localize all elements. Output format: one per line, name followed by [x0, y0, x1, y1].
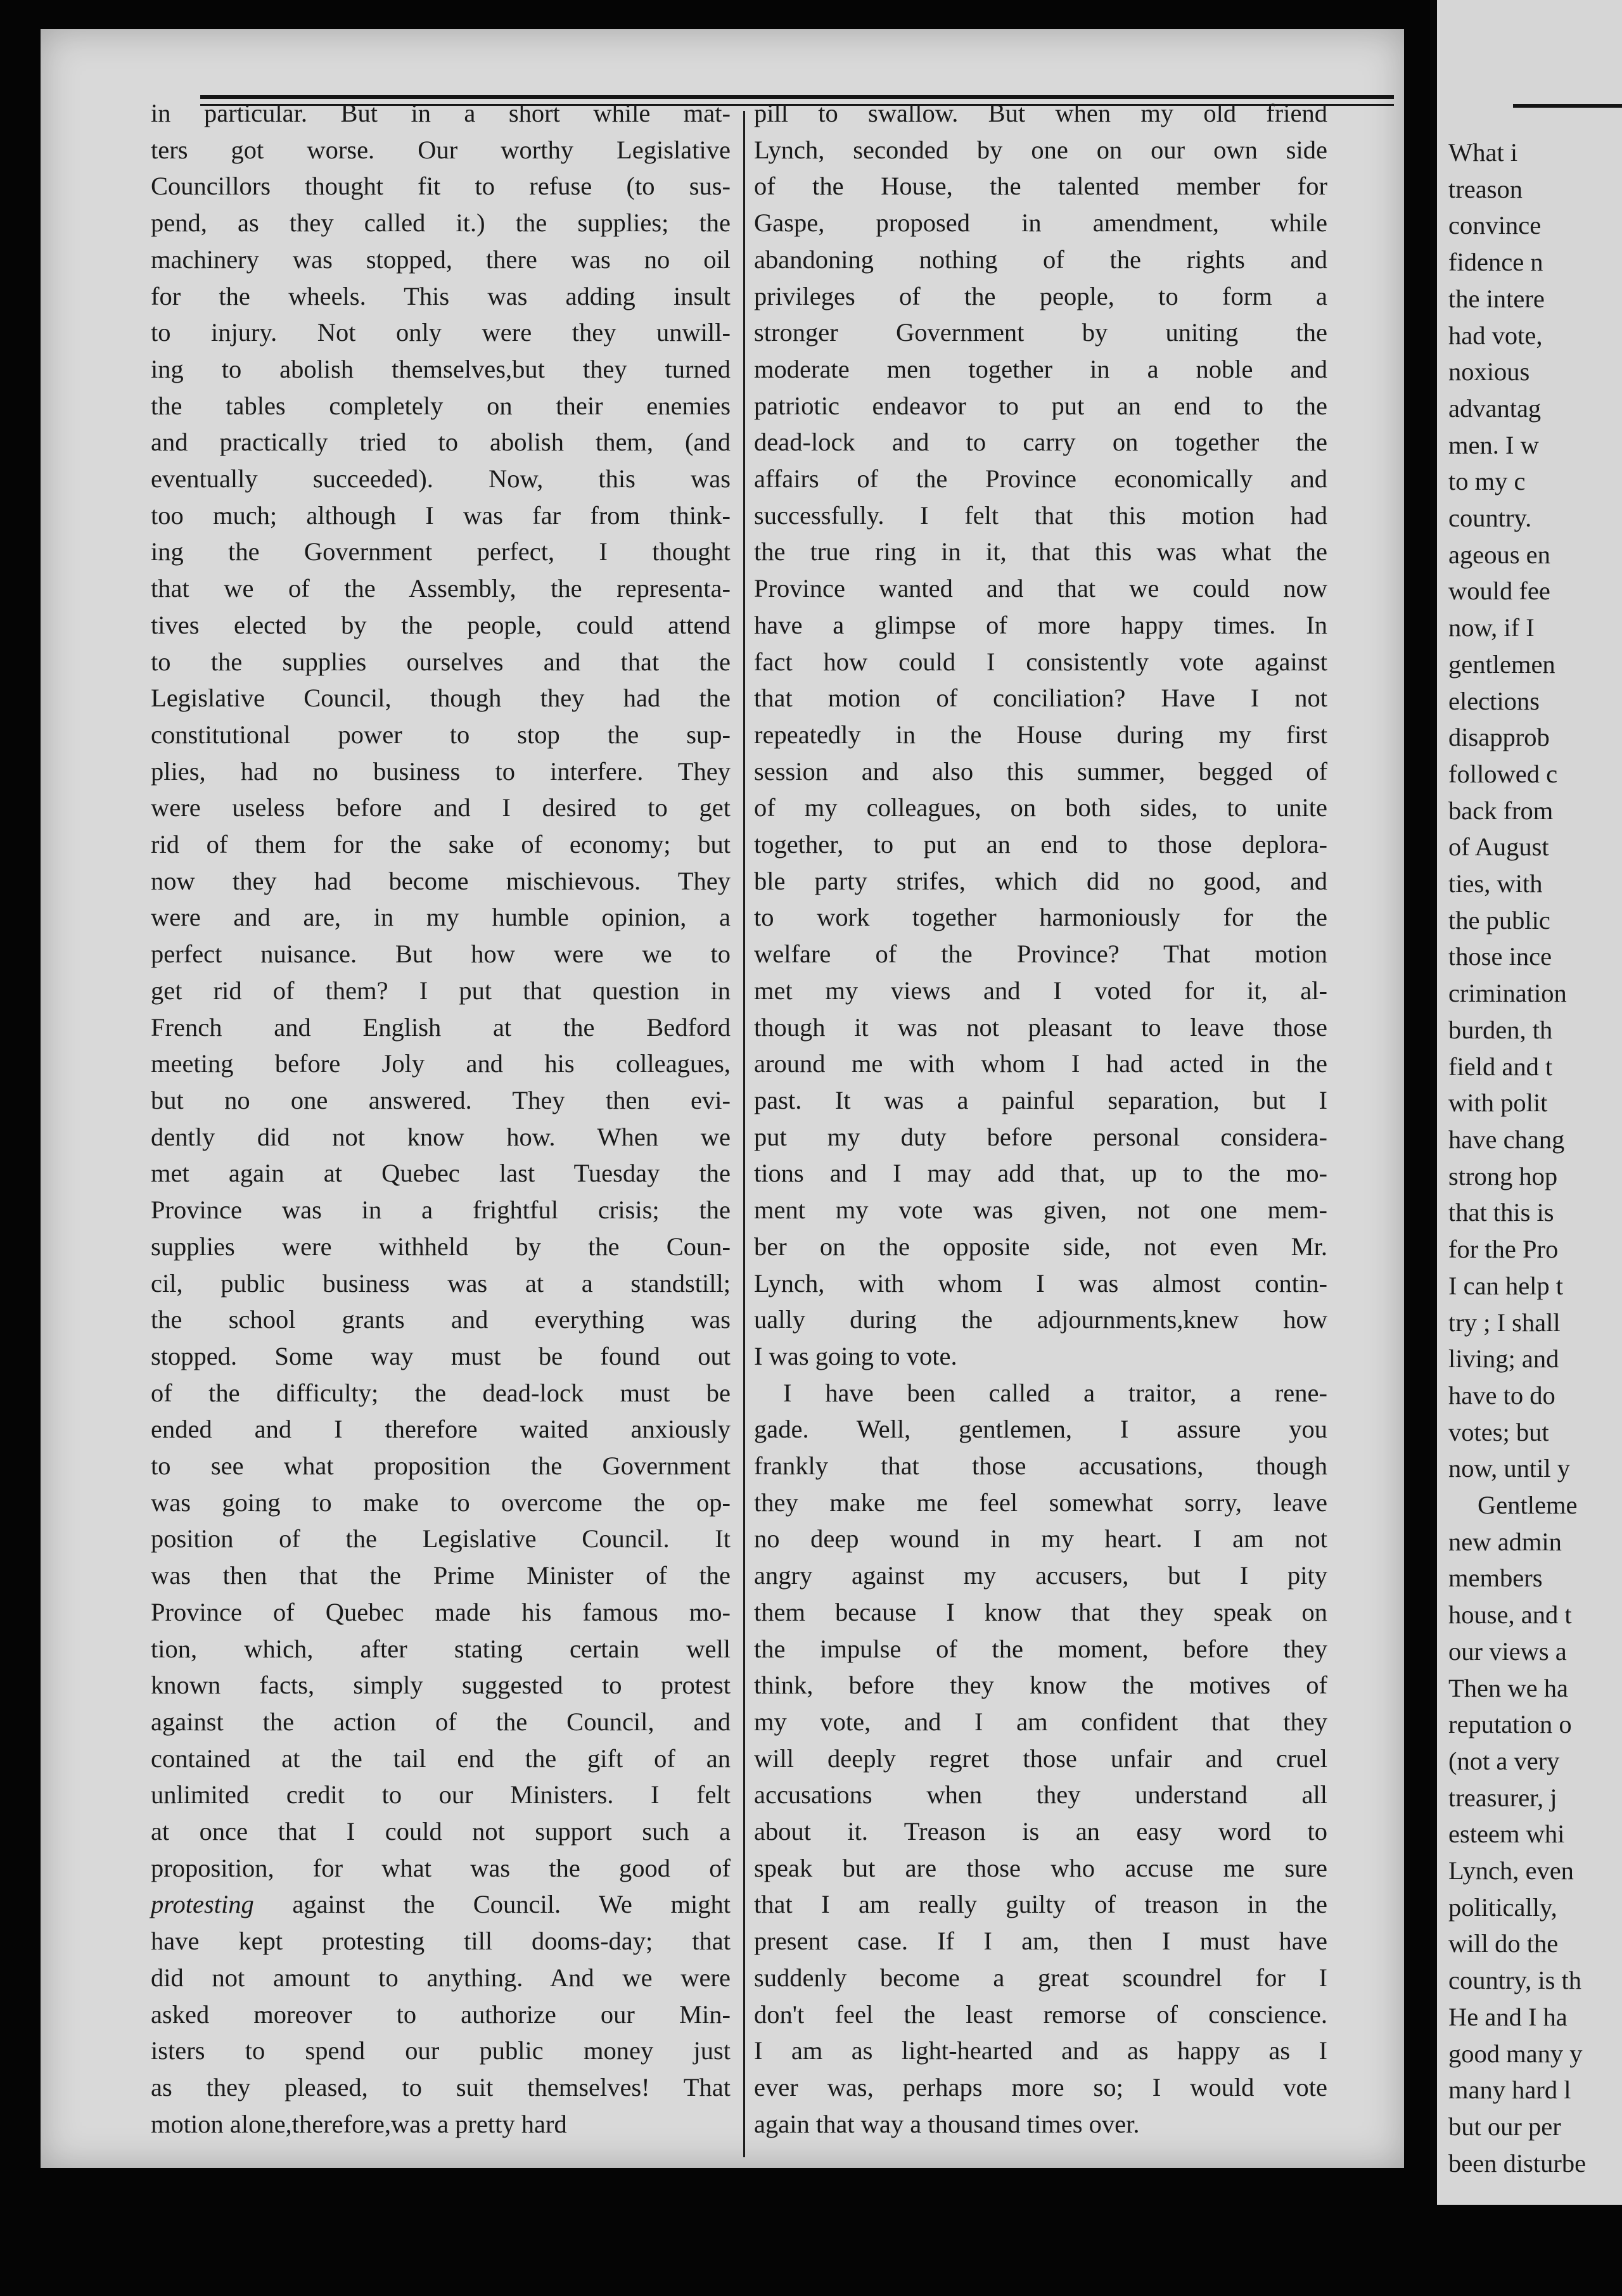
text-line: been disturbe: [1448, 2148, 1587, 2178]
text-line: of the House, the talented member for: [754, 172, 1327, 201]
text-line: frankly that those accusations, though: [754, 1451, 1327, 1481]
text-line: speak but are those who accuse me sure: [754, 1853, 1327, 1882]
text-line: gentlemen: [1448, 649, 1555, 679]
text-line: get rid of them? I put that question in: [151, 976, 731, 1005]
text-line: again that way a thousand times over.: [754, 2109, 1140, 2138]
right-column-partial: [1448, 134, 1622, 2181]
text-line: motion alone,therefore,was a pretty hard: [151, 2109, 567, 2138]
text-line: elections: [1448, 686, 1540, 715]
text-line: will deeply regret those unfair and cruel: [754, 1744, 1327, 1773]
text-line: session and also this summer, begged of: [754, 756, 1327, 786]
text-line: have to do: [1448, 1381, 1555, 1410]
text-line: they make me feel somewhat sorry, leave: [754, 1488, 1327, 1517]
text-line: stopped. Some way must be found out: [151, 1341, 731, 1370]
text-line: accusations when they understand all: [754, 1780, 1327, 1809]
text-line: plies, had no business to interfere. They: [151, 756, 731, 786]
text-line: to work together harmoniously for the: [754, 903, 1327, 932]
text-line: affairs of the Province economically and: [754, 464, 1327, 494]
text-line: think, before they know the motives of: [754, 1671, 1327, 1700]
text-line: was then that the Prime Minister of the: [151, 1561, 731, 1590]
text-line: moderate men together in a noble and: [754, 354, 1327, 383]
text-line: Province was in a frightful crisis; the: [151, 1196, 731, 1225]
text-line: ever was, perhaps more so; I would vote: [754, 2072, 1327, 2101]
text-line: about it. Treason is an easy word to: [754, 1817, 1327, 1846]
text-line: met again at Quebec last Tuesday the: [151, 1159, 731, 1188]
text-line: had vote,: [1448, 321, 1543, 350]
text-line: constitutional power to stop the sup-: [151, 720, 731, 749]
text-line: members: [1448, 1564, 1543, 1593]
text-line: disapprob: [1448, 723, 1550, 752]
text-line: gade. Well, gentlemen, I assure you: [754, 1415, 1327, 1444]
adjacent-header-rule: [1513, 104, 1622, 108]
text-line: have kept protesting till dooms-day; that: [151, 1927, 731, 1956]
text-line: dead-lock and to carry on together the: [754, 428, 1327, 457]
text-line: try ; I shall: [1448, 1308, 1561, 1337]
text-line: our views a: [1448, 1636, 1567, 1666]
text-line: suddenly become a great scoundrel for I: [754, 1963, 1327, 1992]
text-line: were and are, in my humble opinion, a: [151, 903, 731, 932]
text-line: meeting before Joly and his colleagues,: [151, 1049, 731, 1078]
text-line: ble party strifes, which did no good, and: [754, 866, 1327, 895]
text-line: ber on the opposite side, not even Mr.: [754, 1232, 1327, 1261]
text-line: abandoning nothing of the rights and: [754, 245, 1327, 274]
text-line: convince: [1448, 211, 1542, 240]
text-line: at once that I could not support such a: [151, 1817, 731, 1846]
text-line: (not a very: [1448, 1746, 1560, 1775]
text-line: Lynch, even: [1448, 1856, 1574, 1885]
text-line: good many y: [1448, 2039, 1583, 2068]
text-line: in particular. But in a short while mat-: [151, 99, 731, 127]
text-line: were useless before and I desired to get: [151, 793, 731, 822]
text-line: ters got worse. Our worthy Legislative: [151, 135, 731, 164]
text-line: was going to make to overcome the op-: [151, 1488, 731, 1517]
page-gutter: [1404, 0, 1437, 2296]
text-line: votes; but: [1448, 1417, 1549, 1446]
text-line: new admin: [1448, 1527, 1562, 1556]
text-line: Lynch, seconded by one on our own side: [754, 135, 1327, 164]
text-line: dently did not know how. When we: [151, 1122, 731, 1151]
text-line: politically,: [1448, 1892, 1557, 1922]
text-line: men. I w: [1448, 430, 1539, 459]
text-line: the public: [1448, 905, 1550, 934]
text-line: that this is: [1448, 1198, 1554, 1227]
text-line: noxious: [1448, 357, 1530, 386]
text-line: asked moreover to authorize our Min-: [151, 1999, 731, 2029]
text-line: though it was not pleasant to leave those: [754, 1012, 1327, 1042]
text-line: no deep wound in my heart. I am not: [754, 1524, 1327, 1553]
text-line: ually during the adjournments,knew how: [754, 1305, 1327, 1334]
text-line: treasurer, j: [1448, 1783, 1557, 1812]
text-line: that we of the Assembly, the representa-: [151, 574, 731, 603]
text-line: for the Pro: [1448, 1235, 1559, 1264]
text-line: as they pleased, to suit themselves! That: [151, 2072, 731, 2101]
bottom-margin: [41, 2168, 1404, 2296]
text-line: patriotic endeavor to put an end to the: [754, 391, 1327, 420]
text-line: fact how could I consistently vote against: [754, 647, 1327, 676]
text-line: tions and I may add that, up to the mo-: [754, 1159, 1327, 1188]
text-line: the school grants and everything was: [151, 1305, 731, 1334]
text-line: now they had become mischievous. They: [151, 866, 731, 895]
text-line: followed c: [1448, 759, 1558, 788]
text-line: for the wheels. This was adding insult: [151, 281, 731, 310]
text-line: I was going to vote.: [754, 1341, 957, 1370]
text-line: to see what proposition the Government: [151, 1451, 731, 1481]
text-line: country, is th: [1448, 1966, 1581, 1995]
text-line: the impulse of the moment, before they: [754, 1634, 1327, 1663]
text-line: put my duty before personal considera-: [754, 1122, 1327, 1151]
text-line: machinery was stopped, there was no oil: [151, 245, 731, 274]
text-line: Legislative Council, though they had the: [151, 684, 731, 713]
text-line: What i: [1448, 138, 1518, 167]
text-line: and practically tried to abolish them, (and: [151, 428, 731, 457]
text-line: pend, as they called it.) the supplies; the: [151, 208, 731, 238]
middle-column: [754, 95, 1327, 2138]
text-line: field and t: [1448, 1052, 1553, 1081]
column-divider: [743, 111, 745, 2157]
text-line: my vote, and I am confident that they: [754, 1707, 1327, 1736]
text-line: contained at the tail end the gift of an: [151, 1744, 731, 1773]
text-line: burden, th: [1448, 1015, 1553, 1044]
text-line: strong hop: [1448, 1161, 1558, 1190]
text-line: I can help t: [1448, 1271, 1564, 1300]
text-line: back from: [1448, 796, 1554, 825]
text-line: isters to spend our public money just: [151, 2036, 731, 2065]
text-line: many hard l: [1448, 2076, 1571, 2105]
text-line: known facts, simply suggested to protest: [151, 1671, 731, 1700]
text-line: ment my vote was given, not one mem-: [754, 1196, 1327, 1225]
text-line: French and English at the Bedford: [151, 1012, 731, 1042]
text-line: Councillors thought fit to refuse (to sus-: [151, 172, 731, 201]
text-line: but our per: [1448, 2112, 1561, 2141]
text-line: Gaspe, proposed in amendment, while: [754, 208, 1327, 238]
text-line: ing the Government perfect, I thought: [151, 537, 731, 566]
text-line: country.: [1448, 504, 1532, 533]
text-line: tion, which, after stating certain well: [151, 1634, 731, 1663]
left-column: [151, 95, 731, 2138]
text-line: welfare of the Province? That motion: [754, 940, 1327, 969]
text-line: around me with whom I had acted in the: [754, 1049, 1327, 1078]
text-line: Then we ha: [1448, 1673, 1568, 1702]
text-line: to injury. Not only were they unwill-: [151, 318, 731, 347]
text-line: ended and I therefore waited anxiously: [151, 1415, 731, 1444]
text-line: reputation o: [1448, 1710, 1572, 1739]
text-line: together, to put an end to those deplora-: [754, 830, 1327, 859]
text-line: ties, with: [1448, 869, 1543, 898]
text-line: too much; although I was far from think-: [151, 501, 731, 530]
text-line: present case. If I am, then I must have: [754, 1927, 1327, 1956]
text-line: did not amount to anything. And we were: [151, 1963, 731, 1992]
text-line: them because I know that they speak on: [754, 1597, 1327, 1626]
text-line: met my views and I voted for it, al-: [754, 976, 1327, 1005]
text-line: don't feel the least remorse of conscience.: [754, 1999, 1327, 2029]
text-line: have chang: [1448, 1125, 1565, 1154]
text-line: crimination: [1448, 979, 1567, 1008]
text-line: to the supplies ourselves and that the: [151, 647, 731, 676]
text-line: stronger Government by uniting the: [754, 318, 1327, 347]
text-line: supplies were withheld by the Coun-: [151, 1232, 731, 1261]
text-line: successfully. I felt that this motion had: [754, 501, 1327, 530]
text-line: I have been called a traitor, a rene-: [783, 1378, 1327, 1407]
text-line: He and I ha: [1448, 2002, 1568, 2031]
text-line: will do the: [1448, 1929, 1559, 1958]
text-line: but no one answered. They then evi-: [151, 1085, 731, 1114]
text-line: of the difficulty; the dead-lock must be: [151, 1378, 731, 1407]
text-line: past. It was a painful separation, but I: [754, 1085, 1327, 1114]
text-line: to my c: [1448, 467, 1526, 496]
text-line: esteem whi: [1448, 1820, 1565, 1849]
text-line: repeatedly in the House during my first: [754, 720, 1327, 749]
text-line: rid of them for the sake of economy; but: [151, 830, 731, 859]
text-line: cil, public business was at a standstill;: [151, 1268, 731, 1298]
text-line: now, if I: [1448, 613, 1535, 642]
text-line: Province wanted and that we could now: [754, 574, 1327, 603]
text-line: I am as light-hearted and as happy as I: [754, 2036, 1327, 2065]
text-line: treason: [1448, 174, 1523, 203]
text-line: would fee: [1448, 577, 1550, 606]
text-line: living; and: [1448, 1344, 1559, 1374]
text-line: now, until y: [1448, 1454, 1570, 1483]
text-line: the tables completely on their enemies: [151, 391, 731, 420]
text-line: perfect nuisance. But how were we to: [151, 940, 731, 969]
text-line: eventually succeeded). Now, this was: [151, 464, 731, 494]
text-line: position of the Legislative Council. It: [151, 1524, 731, 1553]
text-line: Gentleme: [1478, 1491, 1578, 1520]
text-line: with polit: [1448, 1088, 1548, 1118]
text-line: proposition, for what was the good of: [151, 1853, 731, 1882]
text-line: privileges of the people, to form a: [754, 281, 1327, 310]
text-line: Lynch, with whom I was almost contin-: [754, 1268, 1327, 1298]
text-line: that I am really guilty of treason in the: [754, 1890, 1327, 1919]
text-line: the true ring in it, that this was what the: [754, 537, 1327, 566]
text-line: house, and t: [1448, 1600, 1572, 1630]
text-line: unlimited credit to our Ministers. I felt: [151, 1780, 731, 1809]
text-line: protesting against the Council. We might: [151, 1890, 731, 1919]
text-line: fidence n: [1448, 248, 1543, 277]
text-line: Province of Quebec made his famous mo-: [151, 1597, 731, 1626]
text-line: against the action of the Council, and: [151, 1707, 731, 1736]
text-line: that motion of conciliation? Have I not: [754, 684, 1327, 713]
text-line: those ince: [1448, 942, 1552, 971]
text-line: tives elected by the people, could attend: [151, 610, 731, 639]
text-line: advantag: [1448, 393, 1542, 423]
text-line: have a glimpse of more happy times. In: [754, 610, 1327, 639]
text-line: angry against my accusers, but I pity: [754, 1561, 1327, 1590]
text-line: the intere: [1448, 284, 1545, 313]
text-line: pill to swallow. But when my old friend: [754, 99, 1327, 127]
text-line: of my colleagues, on both sides, to unite: [754, 793, 1327, 822]
text-line: ing to abolish themselves,but they turned: [151, 354, 731, 383]
text-line: ageous en: [1448, 540, 1550, 569]
text-line: of August: [1448, 832, 1549, 862]
